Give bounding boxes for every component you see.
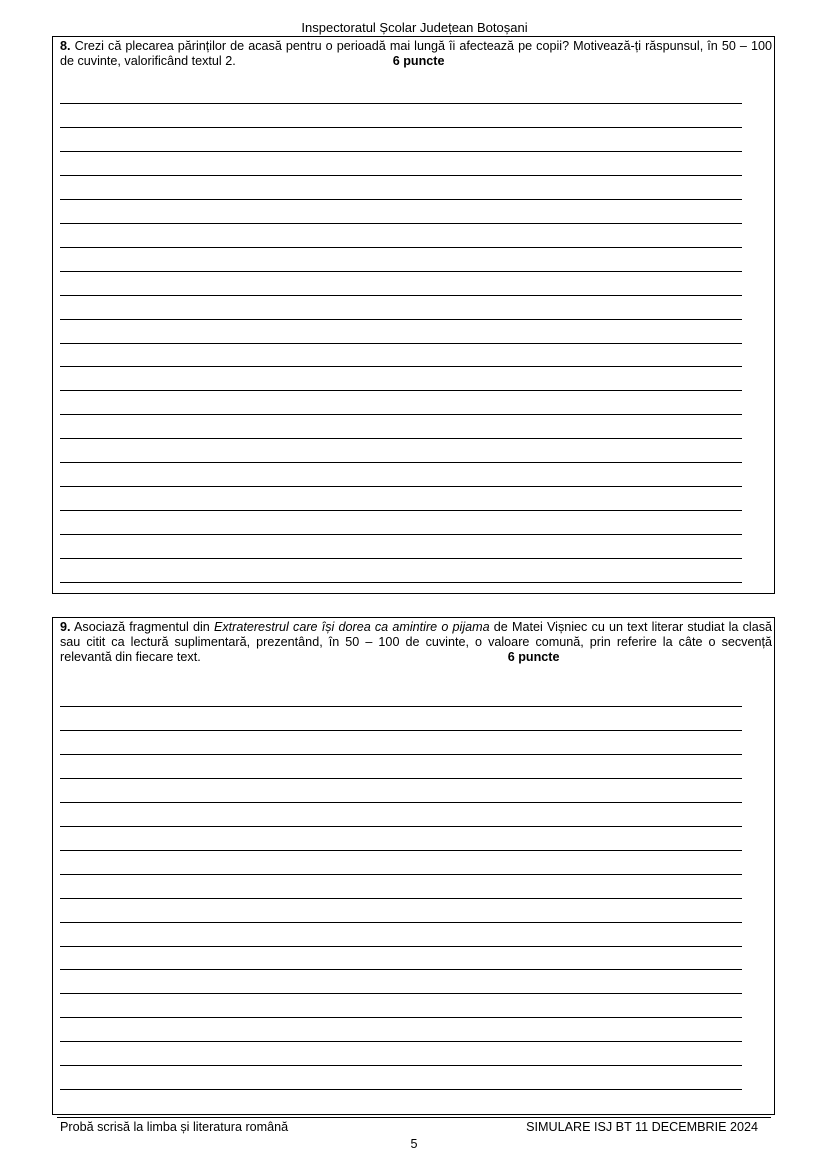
page-number: 5 bbox=[410, 1137, 418, 1151]
answer-line[interactable] bbox=[60, 582, 742, 583]
footer-rule-bottom bbox=[57, 1117, 771, 1118]
answer-line[interactable] bbox=[60, 319, 742, 320]
answer-line[interactable] bbox=[60, 778, 742, 779]
answer-line[interactable] bbox=[60, 390, 742, 391]
answer-line[interactable] bbox=[60, 462, 742, 463]
answer-line[interactable] bbox=[60, 754, 742, 755]
answer-line[interactable] bbox=[60, 151, 742, 152]
answer-line[interactable] bbox=[60, 874, 742, 875]
answer-line[interactable] bbox=[60, 175, 742, 176]
page-header: Inspectoratul Școlar Județean Botoșani bbox=[301, 20, 528, 35]
answer-line[interactable] bbox=[60, 922, 742, 923]
question-8-number: 8. bbox=[60, 39, 71, 53]
answer-line[interactable] bbox=[60, 486, 742, 487]
answer-line[interactable] bbox=[60, 802, 742, 803]
answer-line[interactable] bbox=[60, 438, 742, 439]
answer-line[interactable] bbox=[60, 343, 742, 344]
question-8-text: Crezi că plecarea părinților de acasă pentru o perioadă mai lungă îi afectează pe copii? Motivează-ți răspunsul, în 50 – 100 de cuvinte, valorificând textul 2. bbox=[60, 39, 772, 68]
answer-line[interactable] bbox=[60, 558, 742, 559]
answer-line[interactable] bbox=[60, 898, 742, 899]
answer-line[interactable] bbox=[60, 534, 742, 535]
footer-subject: Probă scrisă la limba și literatura română bbox=[60, 1120, 289, 1134]
answer-line[interactable] bbox=[60, 1065, 742, 1066]
question-9-points: 6 puncte bbox=[507, 650, 560, 664]
question-9-text-after: de Matei Vișniec cu un text literar studiat la clasă sau citit ca lectură suplimentară, prezentând, în 50 – 100 de cuvinte, o valoare comună, prin referire la câte o secvență relevantă din fiecare text. bbox=[60, 620, 773, 664]
question-8-points: 6 puncte bbox=[392, 54, 445, 68]
answer-line[interactable] bbox=[60, 103, 742, 104]
question-9-number: 9. bbox=[60, 620, 71, 634]
answer-line[interactable] bbox=[60, 247, 742, 248]
answer-line[interactable] bbox=[60, 826, 742, 827]
answer-line[interactable] bbox=[60, 295, 742, 296]
footer-rule-top bbox=[57, 1114, 771, 1115]
answer-line[interactable] bbox=[60, 946, 742, 947]
answer-line[interactable] bbox=[60, 1041, 742, 1042]
answer-line[interactable] bbox=[60, 271, 742, 272]
answer-line[interactable] bbox=[60, 127, 742, 128]
answer-line[interactable] bbox=[60, 706, 742, 707]
footer-exam: SIMULARE ISJ BT 11 DECEMBRIE 2024 bbox=[526, 1120, 758, 1134]
answer-line[interactable] bbox=[60, 730, 742, 731]
question-8-box bbox=[52, 36, 775, 594]
question-9-prompt bbox=[60, 620, 772, 665]
answer-line[interactable] bbox=[60, 199, 742, 200]
answer-line[interactable] bbox=[60, 223, 742, 224]
question-9-title: Extraterestrul care își dorea ca amintire o pijama bbox=[213, 620, 490, 634]
answer-line[interactable] bbox=[60, 993, 742, 994]
answer-line[interactable] bbox=[60, 1089, 742, 1090]
answer-line[interactable] bbox=[60, 366, 742, 367]
answer-line[interactable] bbox=[60, 850, 742, 851]
question-9-text-before: Asociază fragmentul din bbox=[74, 620, 214, 634]
answer-line[interactable] bbox=[60, 969, 742, 970]
answer-line[interactable] bbox=[60, 1017, 742, 1018]
answer-line[interactable] bbox=[60, 414, 742, 415]
question-8-prompt bbox=[60, 39, 772, 69]
answer-line[interactable] bbox=[60, 510, 742, 511]
question-9-box bbox=[52, 617, 775, 1115]
